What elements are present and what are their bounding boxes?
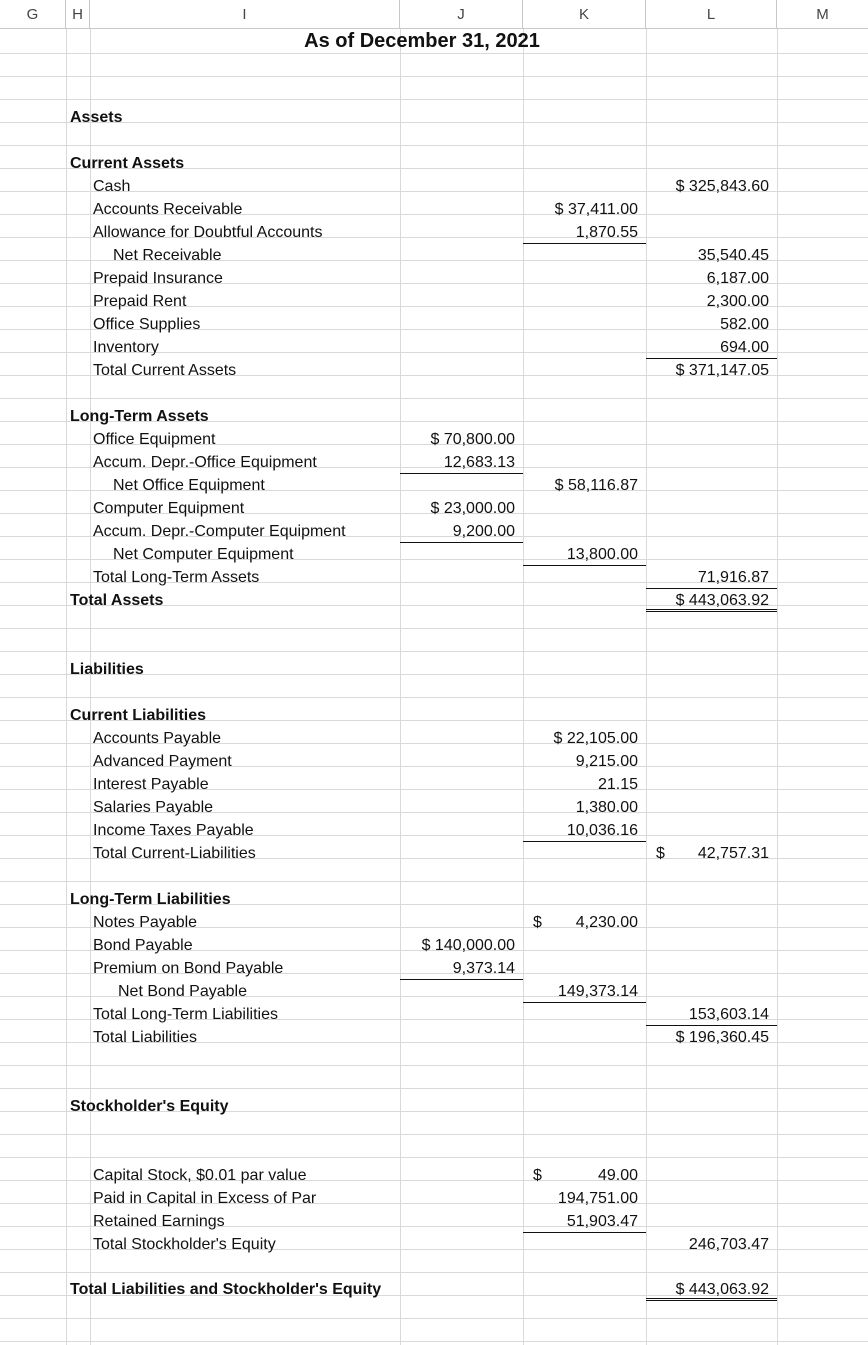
currency-symbol: $ bbox=[533, 1167, 542, 1184]
label-accounts-payable[interactable]: Accounts Payable bbox=[93, 730, 222, 747]
label-premium-bond-payable[interactable]: Premium on Bond Payable bbox=[93, 960, 284, 977]
column-header-k[interactable]: K bbox=[523, 0, 646, 28]
label-allowance[interactable]: Allowance for Doubtful Accounts bbox=[93, 224, 323, 241]
section-current-assets[interactable]: Current Assets bbox=[70, 155, 185, 172]
label-accounts-receivable[interactable]: Accounts Receivable bbox=[93, 201, 243, 218]
label-paid-in-capital[interactable]: Paid in Capital in Excess of Par bbox=[93, 1190, 317, 1207]
row-gridline bbox=[0, 1157, 868, 1158]
row-gridline bbox=[0, 628, 868, 629]
section-long-term-assets[interactable]: Long-Term Assets bbox=[70, 408, 209, 425]
value-bond-payable[interactable]: $ 140,000.00 bbox=[421, 937, 515, 954]
value-prepaid-insurance[interactable]: 6,187.00 bbox=[706, 270, 769, 287]
value-allowance[interactable]: 1,870.55 bbox=[523, 221, 646, 244]
label-net-bond-payable[interactable]: Net Bond Payable bbox=[118, 983, 247, 1000]
row-gridline bbox=[0, 398, 868, 399]
value-net-bond-payable[interactable]: 149,373.14 bbox=[523, 980, 646, 1003]
currency-symbol: $ bbox=[656, 845, 665, 862]
label-bond-payable[interactable]: Bond Payable bbox=[93, 937, 193, 954]
value-accum-depr-computer[interactable]: 9,200.00 bbox=[400, 520, 523, 543]
row-gridline bbox=[0, 697, 868, 698]
row-gridline bbox=[0, 76, 868, 77]
value-total-current-liabilities: 42,757.31 bbox=[697, 845, 769, 862]
value-computer-equipment[interactable]: $ 23,000.00 bbox=[430, 500, 515, 517]
label-income-taxes-payable[interactable]: Income Taxes Payable bbox=[93, 822, 254, 839]
column-header-i[interactable]: I bbox=[90, 0, 400, 28]
value-advanced-payment[interactable]: 9,215.00 bbox=[575, 753, 638, 770]
column-header-g[interactable]: G bbox=[0, 0, 66, 28]
value-inventory[interactable]: 694.00 bbox=[646, 336, 777, 359]
label-computer-equipment[interactable]: Computer Equipment bbox=[93, 500, 245, 517]
row-gridline bbox=[0, 1088, 868, 1089]
value-interest-payable[interactable]: 21.15 bbox=[597, 776, 638, 793]
label-net-computer-equipment[interactable]: Net Computer Equipment bbox=[113, 546, 294, 563]
label-net-office-equipment[interactable]: Net Office Equipment bbox=[113, 477, 265, 494]
value-retained-earnings[interactable]: 51,903.47 bbox=[523, 1210, 646, 1233]
row-gridline bbox=[0, 1134, 868, 1135]
label-office-supplies[interactable]: Office Supplies bbox=[93, 316, 201, 333]
section-liabilities[interactable]: Liabilities bbox=[70, 661, 144, 678]
row-gridline bbox=[0, 881, 868, 882]
value-total-liabilities-and-equity[interactable]: $ 443,063.92 bbox=[646, 1278, 777, 1301]
column-header-l[interactable]: L bbox=[646, 0, 777, 28]
row-gridline bbox=[0, 99, 868, 100]
label-retained-earnings[interactable]: Retained Earnings bbox=[93, 1213, 225, 1230]
label-cash[interactable]: Cash bbox=[93, 178, 131, 195]
value-capital-stock: 49.00 bbox=[597, 1167, 638, 1184]
value-cash[interactable]: $ 325,843.60 bbox=[675, 178, 769, 195]
label-office-equipment[interactable]: Office Equipment bbox=[93, 431, 216, 448]
label-total-current-assets[interactable]: Total Current Assets bbox=[93, 362, 237, 379]
label-advanced-payment[interactable]: Advanced Payment bbox=[93, 753, 232, 770]
label-total-assets[interactable]: Total Assets bbox=[70, 592, 164, 609]
row-gridline bbox=[0, 1318, 868, 1319]
label-accum-depr-computer[interactable]: Accum. Depr.-Computer Equipment bbox=[93, 523, 346, 540]
statement-title[interactable]: As of December 31, 2021 bbox=[304, 30, 540, 52]
row-gridline bbox=[0, 145, 868, 146]
label-total-long-term-assets[interactable]: Total Long-Term Assets bbox=[93, 569, 260, 586]
value-office-supplies[interactable]: 582.00 bbox=[720, 316, 769, 333]
label-total-stockholders-equity[interactable]: Total Stockholder's Equity bbox=[93, 1236, 276, 1253]
value-total-current-liabilities-cell[interactable] bbox=[646, 842, 777, 865]
label-interest-payable[interactable]: Interest Payable bbox=[93, 776, 209, 793]
value-total-long-term-assets[interactable]: 71,916.87 bbox=[646, 566, 777, 589]
value-notes-payable: 4,230.00 bbox=[575, 914, 638, 931]
value-total-liabilities[interactable]: $ 196,360.45 bbox=[675, 1029, 769, 1046]
value-total-assets[interactable]: $ 443,063.92 bbox=[646, 589, 777, 612]
row-gridline bbox=[0, 1341, 868, 1342]
label-total-liabilities-and-equity[interactable]: Total Liabilities and Stockholder's Equity bbox=[70, 1281, 382, 1298]
value-accum-depr-office[interactable]: 12,683.13 bbox=[400, 451, 523, 474]
value-accounts-payable[interactable]: $ 22,105.00 bbox=[553, 730, 638, 747]
currency-symbol: $ bbox=[533, 914, 542, 931]
value-notes-payable-cell[interactable] bbox=[523, 911, 646, 934]
label-prepaid-insurance[interactable]: Prepaid Insurance bbox=[93, 270, 223, 287]
label-prepaid-rent[interactable]: Prepaid Rent bbox=[93, 293, 187, 310]
label-notes-payable[interactable]: Notes Payable bbox=[93, 914, 198, 931]
section-stockholders-equity[interactable]: Stockholder's Equity bbox=[70, 1098, 229, 1115]
label-accum-depr-office[interactable]: Accum. Depr.-Office Equipment bbox=[93, 454, 317, 471]
label-total-liabilities[interactable]: Total Liabilities bbox=[93, 1029, 198, 1046]
value-net-office-equipment[interactable]: $ 58,116.87 bbox=[554, 477, 638, 494]
row-gridline bbox=[0, 122, 868, 123]
column-header-row bbox=[0, 0, 868, 29]
label-total-current-liabilities[interactable]: Total Current-Liabilities bbox=[93, 845, 256, 862]
row-gridline bbox=[0, 1065, 868, 1066]
value-total-long-term-liabilities[interactable]: 153,603.14 bbox=[646, 1003, 777, 1026]
value-net-receivable[interactable]: 35,540.45 bbox=[697, 247, 769, 264]
value-accounts-receivable[interactable]: $ 37,411.00 bbox=[554, 201, 638, 218]
section-long-term-liabilities[interactable]: Long-Term Liabilities bbox=[70, 891, 231, 908]
label-net-receivable[interactable]: Net Receivable bbox=[113, 247, 222, 264]
value-salaries-payable[interactable]: 1,380.00 bbox=[575, 799, 638, 816]
row-gridline bbox=[0, 1272, 868, 1273]
column-header-m[interactable]: M bbox=[816, 6, 829, 23]
value-total-stockholders-equity[interactable]: 246,703.47 bbox=[688, 1236, 769, 1253]
column-header-h[interactable]: H bbox=[66, 0, 90, 28]
value-prepaid-rent[interactable]: 2,300.00 bbox=[706, 293, 769, 310]
value-premium-bond-payable[interactable]: 9,373.14 bbox=[400, 957, 523, 980]
value-total-current-assets[interactable]: $ 371,147.05 bbox=[675, 362, 769, 379]
value-office-equipment[interactable]: $ 70,800.00 bbox=[430, 431, 515, 448]
label-capital-stock[interactable]: Capital Stock, $0.01 par value bbox=[93, 1167, 307, 1184]
label-total-long-term-liabilities[interactable]: Total Long-Term Liabilities bbox=[93, 1006, 278, 1023]
value-net-computer-equipment[interactable]: 13,800.00 bbox=[523, 543, 646, 566]
column-header-j[interactable]: J bbox=[400, 0, 523, 28]
label-salaries-payable[interactable]: Salaries Payable bbox=[93, 799, 214, 816]
section-assets[interactable]: Assets bbox=[70, 109, 123, 126]
section-current-liabilities[interactable]: Current Liabilities bbox=[70, 707, 207, 724]
label-inventory[interactable]: Inventory bbox=[93, 339, 159, 356]
value-paid-in-capital[interactable]: 194,751.00 bbox=[557, 1190, 638, 1207]
value-income-taxes-payable[interactable]: 10,036.16 bbox=[523, 819, 646, 842]
row-gridline bbox=[0, 651, 868, 652]
value-capital-stock-cell[interactable] bbox=[523, 1164, 646, 1187]
